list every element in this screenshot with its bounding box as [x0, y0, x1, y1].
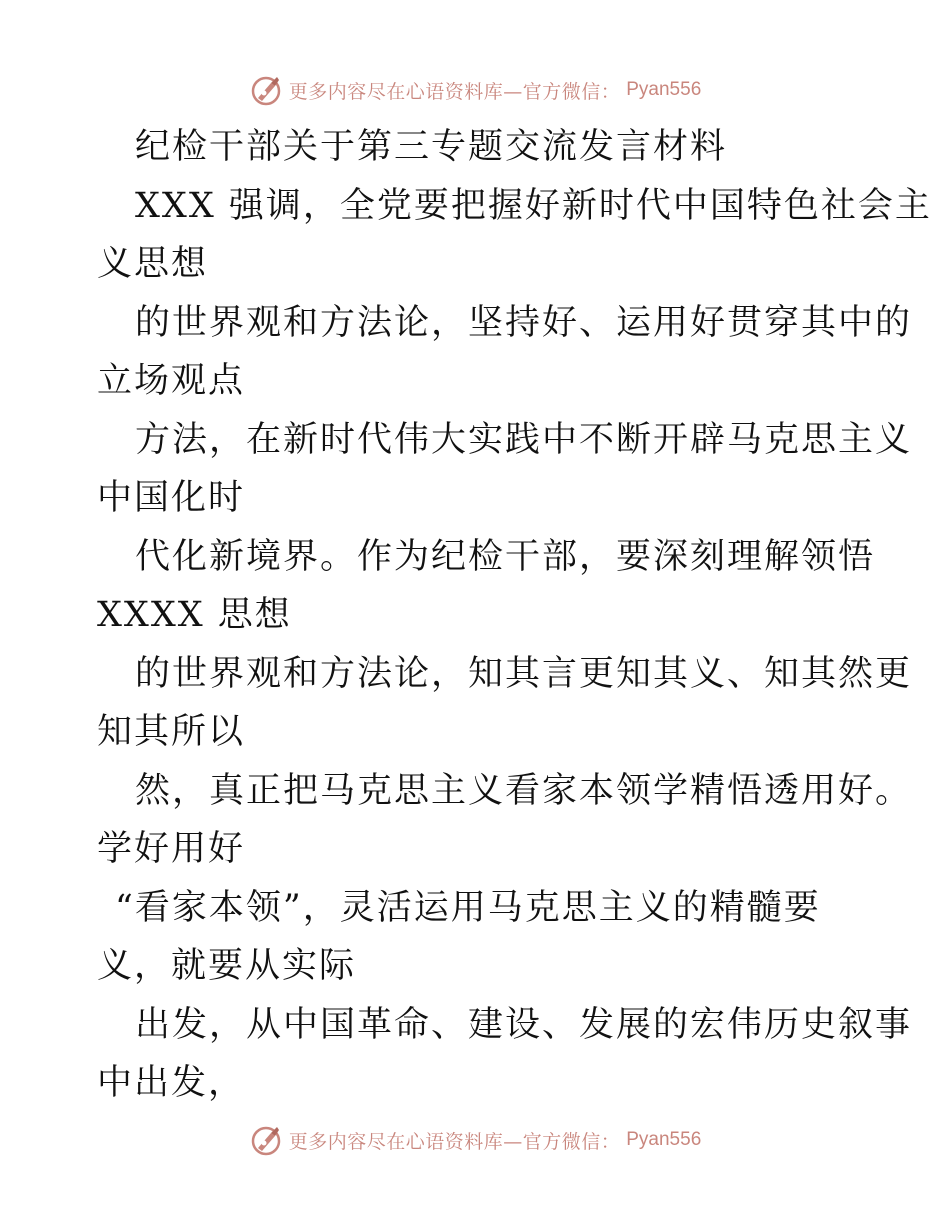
body-line: “看家本领”，灵活运用马克思主义的精髓要 — [115, 887, 821, 928]
body-line: XXX 强调，全党要把握好新时代中国特色社会主 — [135, 185, 932, 226]
body-line: 方法，在新时代伟大实践中不断开辟马克思主义 — [135, 419, 913, 460]
body-line: 的世界观和方法论，知其言更知其义、知其然更 — [135, 653, 913, 694]
body-line: 代化新境界。作为纪检干部，要深刻理解领悟 — [135, 536, 876, 577]
body-line: 然，真正把马克思主义看家本领学精悟透用好。 — [135, 770, 913, 811]
body-line: 的世界观和方法论，坚持好、运用好贯穿其中的 — [135, 302, 913, 343]
body-line: 学好用好 — [97, 829, 246, 869]
body-line: 知其所以 — [97, 712, 246, 752]
watermark-text: 更多内容尽在心语资料库—官方微信： — [288, 1130, 621, 1153]
body-line: 义思想 — [97, 244, 209, 284]
watermark-header — [0, 70, 950, 110]
pen-logo-icon — [249, 1123, 283, 1157]
watermark-wechat-id: Pyan556 — [626, 1129, 702, 1150]
document-title: 纪检干部关于第三专题交流发言材料 — [135, 127, 728, 167]
body-line: 立场观点 — [97, 361, 246, 401]
body-line: XXXX 思想 — [97, 595, 292, 635]
body-line: 出发，从中国革命、建设、发展的宏伟历史叙事 — [135, 1004, 913, 1045]
pen-logo-icon — [249, 73, 283, 107]
watermark-footer — [0, 1120, 950, 1160]
watermark-wechat-id: Pyan556 — [626, 79, 702, 100]
body-line: 义，就要从实际 — [97, 946, 357, 986]
body-line: 中国化时 — [97, 478, 246, 518]
document-body — [97, 118, 932, 1113]
watermark-text: 更多内容尽在心语资料库—官方微信： — [288, 80, 621, 103]
body-line: 中出发， — [97, 1063, 246, 1103]
